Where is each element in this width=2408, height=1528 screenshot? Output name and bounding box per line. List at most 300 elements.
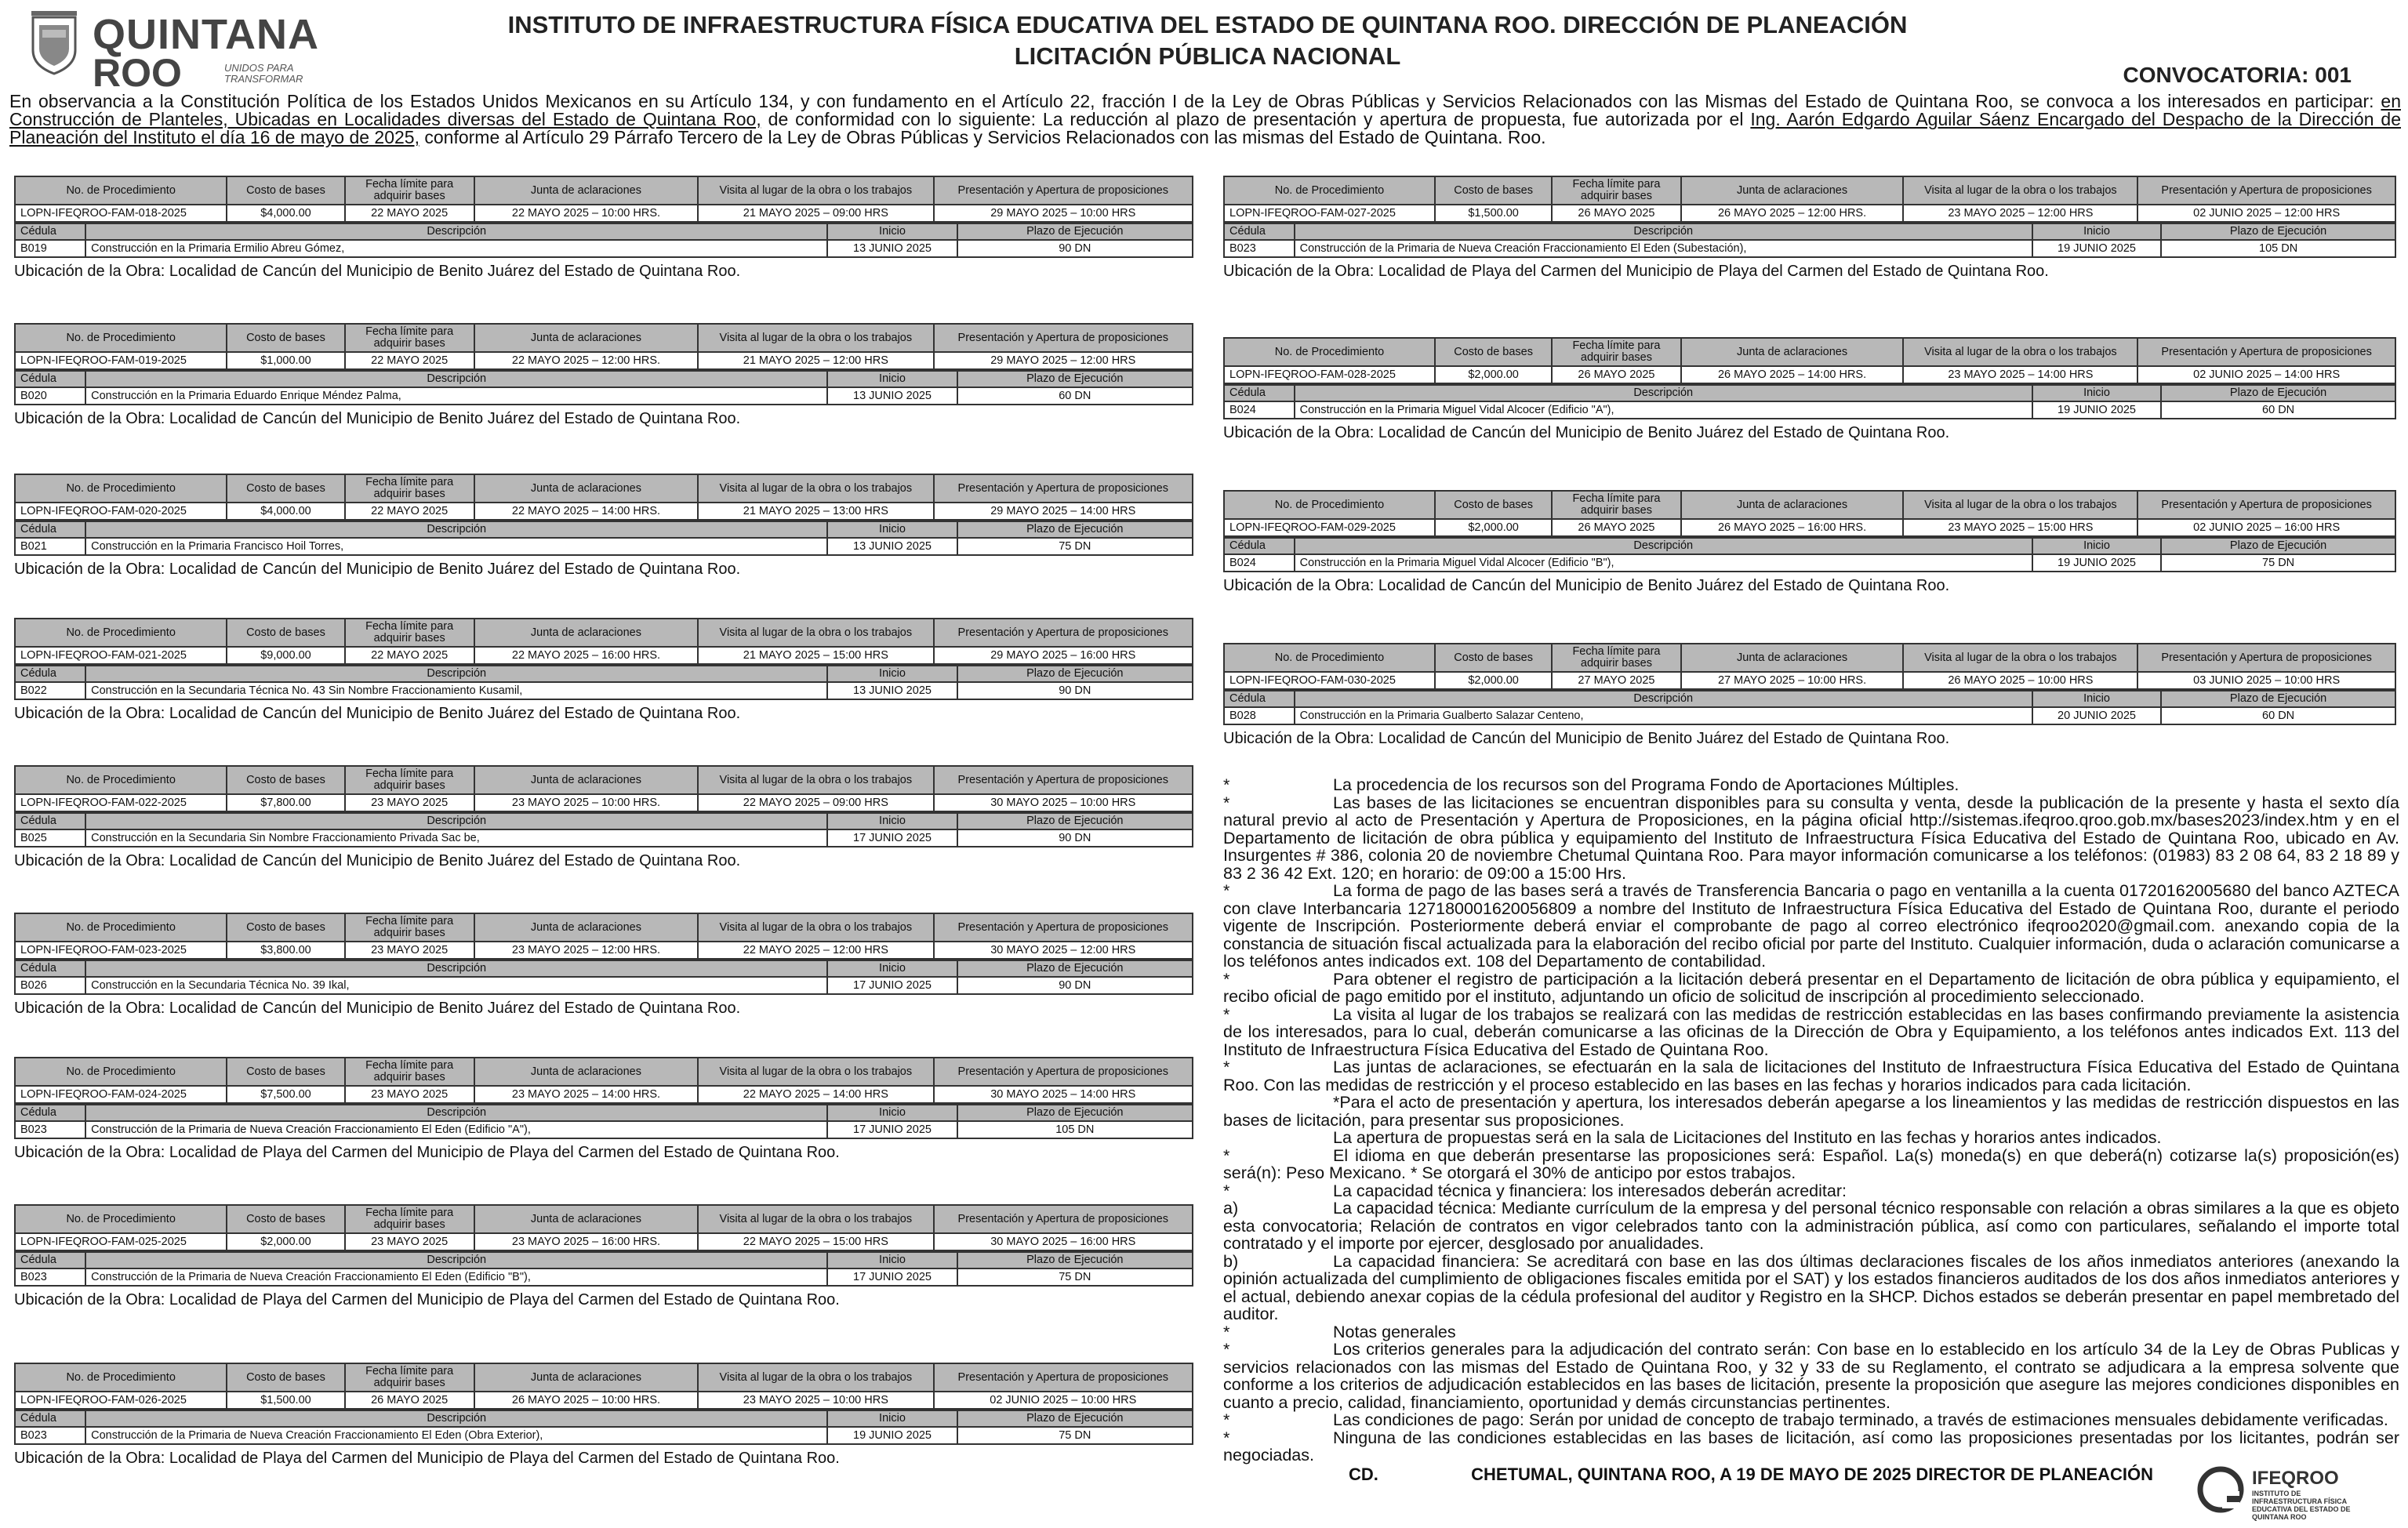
execution-term: 75 DN: [2161, 554, 2395, 572]
procedure-detail-table: [14, 665, 1193, 700]
header-presentacion: Presentación y Apertura de proposiciones: [934, 1205, 1193, 1233]
header-inicio: Inicio: [827, 960, 957, 977]
start-date: 17 JUNIO 2025: [827, 1121, 957, 1138]
start-date: 13 JUNIO 2025: [827, 682, 957, 699]
header-plazo: Plazo de Ejecución: [957, 1105, 1193, 1121]
header-inicio: Inicio: [827, 813, 957, 829]
footer-text: CHETUMAL, QUINTANA ROO, A 19 DE MAYO DE 2025 DIRECTOR DE PLANEACIÓN: [1471, 1464, 2154, 1484]
header-cedula: Cédula: [15, 1252, 85, 1268]
header-cedula: Cédula: [15, 960, 85, 977]
header-visita: Visita al lugar de la obra o los trabajos: [698, 176, 933, 205]
presentacion-date: 02 JUNIO 2025 – 12:00 HRS: [2137, 205, 2395, 222]
start-date: 19 JUNIO 2025: [2032, 401, 2161, 419]
header-visita: Visita al lugar de la obra o los trabajos: [1903, 491, 2137, 519]
start-date: 20 JUNIO 2025: [2032, 707, 2161, 724]
procedure-table: [1223, 337, 2396, 384]
note-text: Para obtener el registro de participación a la licitación deberá presentar en el Departamento de licitación de obra pública y equipamiento, el recibo oficial de pago emitido por el instituto, adjuntando un oficio de solicitud de inscripción al procedimiento seleccionado.: [1223, 969, 2399, 1006]
header-no-procedimiento: No. de Procedimiento: [1224, 644, 1435, 672]
page-header: [0, 0, 2408, 102]
work-description: Construcción de la Primaria de Nueva Creación Fraccionamiento El Eden (Obra Exterior),: [85, 1427, 827, 1444]
header-plazo: Plazo de Ejecución: [957, 1252, 1193, 1268]
deadline-date: 22 MAYO 2025: [345, 503, 474, 520]
intro-part4: Ing. Aarón Edgardo Aguilar Sáenz Encargado del Despacho de la Dirección de Planeación del Instituto el día 16 de mayo de 2025,: [9, 109, 2402, 147]
start-date: 19 JUNIO 2025: [2032, 554, 2161, 572]
deadline-date: 23 MAYO 2025: [345, 1086, 474, 1103]
header-junta: Junta de aclaraciones: [474, 1205, 698, 1233]
procedure-table: [14, 1204, 1193, 1251]
execution-term: 90 DN: [957, 240, 1193, 257]
visita-date: 23 MAYO 2025 – 10:00 HRS: [698, 1392, 933, 1409]
note-text: La capacidad financiera: Se acreditará con base en las dos últimas declaraciones fiscales de los años inmediatos anteriores (anexando la opinión actualizada del cumplimiento de obligaciones fiscales emitida por el SAT) y los estados financieros auditados de los dos años inmediatos anteriores y el actual, debiendo anexar copias de la cédula profesional del auditor y Registro en la SHCP. Dichos estados se deberán presentar en papel membretado del auditor.: [1223, 1251, 2399, 1323]
presentacion-date: 30 MAYO 2025 – 14:00 HRS: [934, 1086, 1193, 1103]
junta-date: 26 MAYO 2025 – 14:00 HRS.: [1681, 366, 1904, 383]
header-descripcion: Descripción: [1295, 691, 2032, 707]
work-location: Ubicación de la Obra: Localidad de Cancún del Municipio de Benito Juárez del Estado de Quintana Roo.: [14, 852, 741, 869]
cedula-code: B028: [1224, 707, 1295, 724]
header-costo-bases: Costo de bases: [1435, 176, 1552, 205]
header-cedula: Cédula: [15, 223, 85, 240]
cedula-code: B023: [15, 1427, 85, 1444]
header-plazo: Plazo de Ejecución: [957, 223, 1193, 240]
header-visita: Visita al lugar de la obra o los trabajos: [1903, 644, 2137, 672]
junta-date: 23 MAYO 2025 – 14:00 HRS.: [474, 1086, 698, 1103]
procedure-detail-table: [14, 812, 1193, 847]
procedure-number: LOPN-IFEQROO-FAM-024-2025: [15, 1086, 227, 1103]
note-item: [1223, 1411, 2399, 1429]
procedure-number: LOPN-IFEQROO-FAM-028-2025: [1224, 366, 1435, 383]
note-marker: *: [1223, 793, 1230, 812]
note-text: La capacidad técnica y financiera: los interesados deberán acreditar:: [1333, 1181, 1847, 1200]
header-presentacion: Presentación y Apertura de proposiciones: [2137, 491, 2395, 519]
header-cedula: Cédula: [1224, 538, 1295, 554]
brand-tagline: UNIDOS PARA TRANSFORMAR: [224, 62, 303, 85]
work-description: Construcción en la Primaria Ermilio Abreu Gómez,: [85, 240, 827, 257]
work-description: Construcción en la Secundaria Sin Nombre Fraccionamiento Privada Sac be,: [85, 829, 827, 847]
note-text: Las bases de las licitaciones se encuentran disponibles para su consulta y venta, desde la publicación de la presente y hasta el sexto día natural previo al acto de Presentación y Apertura de Proposiciones, en la página oficial http://sistemas.ifeqroo.qroo.gob.mx/bases2023/index.htm y en el Departamento de licitación de obra pública y equipamiento del Instituto de Infraestructura Física Educativa del Estado de Quintana Roo, ubicado en Av. Insurgentes # 386, colonia 20 de noviembre Chetumal Quintana Roo. Para mayor información comunicarse a los teléfonos: (01983) 83 2 08 64, 83 2 18 89 y 83 2 36 42 Ext. 120; en horario: de 09:00 a 15:00 Hrs.: [1223, 793, 2399, 883]
procedure-detail-table: [14, 521, 1193, 556]
procedure-block: [14, 323, 1193, 428]
execution-term: 105 DN: [2161, 240, 2395, 257]
procedure-number: LOPN-IFEQROO-FAM-019-2025: [15, 352, 227, 369]
cedula-code: B021: [15, 538, 85, 555]
procedure-detail-table: [1223, 690, 2396, 725]
header-descripcion: Descripción: [85, 371, 827, 387]
start-date: 13 JUNIO 2025: [827, 240, 957, 257]
deadline-date: 23 MAYO 2025: [345, 942, 474, 959]
presentacion-date: 03 JUNIO 2025 – 10:00 HRS: [2137, 672, 2395, 689]
junta-date: 22 MAYO 2025 – 16:00 HRS.: [474, 647, 698, 664]
presentacion-date: 29 MAYO 2025 – 10:00 HRS: [934, 205, 1193, 222]
procedure-detail-table: [1223, 384, 2396, 419]
deadline-date: 26 MAYO 2025: [345, 1392, 474, 1409]
header-junta: Junta de aclaraciones: [1681, 644, 1904, 672]
bases-cost: $7,500.00: [227, 1086, 344, 1103]
ifeqroo-name: IFEQROO: [2252, 1468, 2339, 1489]
header-fecha-limite: Fecha límite para adquirir bases: [345, 766, 474, 794]
note-text: Notas generales: [1333, 1322, 1456, 1341]
presentacion-date: 30 MAYO 2025 – 10:00 HRS: [934, 794, 1193, 811]
header-cedula: Cédula: [15, 813, 85, 829]
note-text: La apertura de propuestas será en la sala de Licitaciones del Instituto en las fechas y horarios antes indicados.: [1333, 1128, 2162, 1147]
convocatoria-number: CONVOCATORIA: 001: [2123, 63, 2352, 87]
header-visita: Visita al lugar de la obra o los trabajos: [698, 1205, 933, 1233]
header-plazo: Plazo de Ejecución: [2161, 223, 2395, 240]
cedula-code: B024: [1224, 401, 1295, 419]
presentacion-date: 02 JUNIO 2025 – 14:00 HRS: [2137, 366, 2395, 383]
bases-cost: $2,000.00: [227, 1233, 344, 1250]
procedure-detail-table: [1223, 537, 2396, 572]
work-location: Ubicación de la Obra: Localidad de Cancún del Municipio de Benito Juárez del Estado de Quintana Roo.: [14, 561, 741, 578]
header-fecha-limite: Fecha límite para adquirir bases: [345, 913, 474, 942]
deadline-date: 22 MAYO 2025: [345, 352, 474, 369]
junta-date: 22 MAYO 2025 – 14:00 HRS.: [474, 503, 698, 520]
header-inicio: Inicio: [827, 1105, 957, 1121]
procedure-table: [14, 176, 1193, 223]
start-date: 13 JUNIO 2025: [827, 387, 957, 405]
start-date: 17 JUNIO 2025: [827, 977, 957, 994]
header-visita: Visita al lugar de la obra o los trabajos: [698, 324, 933, 352]
header-descripcion: Descripción: [85, 813, 827, 829]
note-marker: a): [1223, 1199, 1239, 1218]
intro-part2: en Construcción de Planteles, Ubicadas en Localidades diversas del Estado de Quintana Roo,: [9, 91, 2401, 129]
start-date: 17 JUNIO 2025: [827, 829, 957, 847]
deadline-date: 27 MAYO 2025: [1552, 672, 1680, 689]
header-no-procedimiento: No. de Procedimiento: [15, 1058, 227, 1086]
header-costo-bases: Costo de bases: [227, 1205, 344, 1233]
presentacion-date: 30 MAYO 2025 – 12:00 HRS: [934, 942, 1193, 959]
header-presentacion: Presentación y Apertura de proposiciones: [934, 913, 1193, 942]
cedula-code: B023: [15, 1268, 85, 1286]
note-item: [1223, 1429, 2399, 1464]
presentacion-date: 29 MAYO 2025 – 14:00 HRS: [934, 503, 1193, 520]
work-location: Ubicación de la Obra: Localidad de Cancún del Municipio de Benito Juárez del Estado de Quintana Roo.: [1223, 577, 1950, 594]
header-fecha-limite: Fecha límite para adquirir bases: [345, 1205, 474, 1233]
work-description: Construcción de la Primaria de Nueva Creación Fraccionamiento El Eden (Edificio "A"),: [85, 1121, 827, 1138]
bases-cost: $7,800.00: [227, 794, 344, 811]
header-plazo: Plazo de Ejecución: [957, 1410, 1193, 1427]
header-plazo: Plazo de Ejecución: [2161, 385, 2395, 401]
header-costo-bases: Costo de bases: [1435, 491, 1552, 519]
header-descripcion: Descripción: [85, 1105, 827, 1121]
header-cedula: Cédula: [15, 371, 85, 387]
bases-cost: $2,000.00: [1435, 366, 1552, 383]
work-location: Ubicación de la Obra: Localidad de Playa del Carmen del Municipio de Playa del Carmen del Estado de Quintana Roo.: [1223, 263, 2049, 280]
header-no-procedimiento: No. de Procedimiento: [15, 1363, 227, 1392]
procedure-block: [14, 1363, 1193, 1468]
header-costo-bases: Costo de bases: [227, 474, 344, 503]
header-descripcion: Descripción: [1295, 223, 2032, 240]
header-no-procedimiento: No. de Procedimiento: [15, 1205, 227, 1233]
deadline-date: 26 MAYO 2025: [1552, 519, 1680, 536]
header-presentacion: Presentación y Apertura de proposiciones: [934, 766, 1193, 794]
ifeqroo-subtitle: INSTITUTO DE INFRAESTRUCTURA FÍSICA EDUCATIVA DEL ESTADO DE QUINTANA ROO: [2252, 1490, 2351, 1521]
note-item: [1223, 776, 2399, 794]
header-descripcion: Descripción: [85, 521, 827, 538]
junta-date: 23 MAYO 2025 – 10:00 HRS.: [474, 794, 698, 811]
state-seal-logo: [27, 9, 82, 80]
header-descripcion: Descripción: [85, 666, 827, 682]
procedure-number: LOPN-IFEQROO-FAM-021-2025: [15, 647, 227, 664]
note-marker: *: [1223, 1181, 1230, 1200]
header-plazo: Plazo de Ejecución: [957, 666, 1193, 682]
execution-term: 105 DN: [957, 1121, 1193, 1138]
header-costo-bases: Costo de bases: [227, 324, 344, 352]
note-marker: *: [1223, 1145, 1230, 1165]
header-fecha-limite: Fecha límite para adquirir bases: [345, 176, 474, 205]
execution-term: 60 DN: [957, 387, 1193, 405]
deadline-date: 26 MAYO 2025: [1552, 366, 1680, 383]
work-description: Construcción en la Secundaria Técnica No. 39 Ikal,: [85, 977, 827, 994]
note-marker: b): [1223, 1251, 1239, 1271]
visita-date: 21 MAYO 2025 – 15:00 HRS: [698, 647, 933, 664]
work-location: Ubicación de la Obra: Localidad de Cancún del Municipio de Benito Juárez del Estado de Quintana Roo.: [1223, 424, 1950, 441]
header-no-procedimiento: No. de Procedimiento: [15, 324, 227, 352]
visita-date: 21 MAYO 2025 – 09:00 HRS: [698, 205, 933, 222]
note-item: [1223, 1200, 2399, 1253]
procedure-detail-table: [14, 370, 1193, 405]
header-junta: Junta de aclaraciones: [474, 324, 698, 352]
procedure-number: LOPN-IFEQROO-FAM-018-2025: [15, 205, 227, 222]
execution-term: 75 DN: [957, 538, 1193, 555]
note-marker: *: [1223, 1340, 1230, 1359]
header-junta: Junta de aclaraciones: [1681, 176, 1904, 205]
header-cedula: Cédula: [1224, 691, 1295, 707]
execution-term: 90 DN: [957, 977, 1193, 994]
work-description: Construcción en la Primaria Gualberto Salazar Centeno,: [1295, 707, 2032, 724]
procedure-block: [1223, 643, 2396, 748]
cedula-code: B023: [15, 1121, 85, 1138]
procedure-number: LOPN-IFEQROO-FAM-026-2025: [15, 1392, 227, 1409]
header-descripcion: Descripción: [85, 223, 827, 240]
header-inicio: Inicio: [2032, 223, 2161, 240]
junta-date: 26 MAYO 2025 – 16:00 HRS.: [1681, 519, 1904, 536]
procedure-table: [1223, 176, 2396, 223]
junta-date: 27 MAYO 2025 – 10:00 HRS.: [1681, 672, 1904, 689]
junta-date: 23 MAYO 2025 – 12:00 HRS.: [474, 942, 698, 959]
bases-cost: $1,500.00: [1435, 205, 1552, 222]
note-item: [1223, 1147, 2399, 1182]
presentacion-date: 30 MAYO 2025 – 16:00 HRS: [934, 1233, 1193, 1250]
procedure-table: [14, 474, 1193, 521]
procedure-table: [14, 323, 1193, 370]
note-text: La procedencia de los recursos son del Programa Fondo de Aportaciones Múltiples.: [1333, 775, 1959, 794]
header-costo-bases: Costo de bases: [227, 913, 344, 942]
header-no-procedimiento: No. de Procedimiento: [15, 766, 227, 794]
header-cedula: Cédula: [15, 521, 85, 538]
deadline-date: 22 MAYO 2025: [345, 205, 474, 222]
visita-date: 22 MAYO 2025 – 14:00 HRS: [698, 1086, 933, 1103]
note-text: *Para el acto de presentación y apertura, los interesados deberán apegarse a los lineamientos y las medidas de restricción dispuestos en las bases de licitación, para presentar sus proposiciones.: [1223, 1093, 2399, 1130]
note-item: [1223, 971, 2399, 1006]
work-description: Construcción en la Primaria Miguel Vidal Alcocer (Edificio "A"),: [1295, 401, 2032, 419]
deadline-date: 23 MAYO 2025: [345, 794, 474, 811]
work-description: Construcción en la Primaria Miguel Vidal Alcocer (Edificio "B"),: [1295, 554, 2032, 572]
procedure-detail-table: [14, 1251, 1193, 1287]
work-location: Ubicación de la Obra: Localidad de Cancún del Municipio de Benito Juárez del Estado de Quintana Roo.: [14, 705, 741, 722]
presentacion-date: 02 JUNIO 2025 – 16:00 HRS: [2137, 519, 2395, 536]
procedure-table: [14, 913, 1193, 960]
header-descripcion: Descripción: [1295, 538, 2032, 554]
header-inicio: Inicio: [827, 1410, 957, 1427]
procedure-number: LOPN-IFEQROO-FAM-029-2025: [1224, 519, 1435, 536]
header-junta: Junta de aclaraciones: [1681, 491, 1904, 519]
note-marker: *: [1223, 775, 1230, 794]
visita-date: 23 MAYO 2025 – 14:00 HRS: [1903, 366, 2137, 383]
procedure-table: [1223, 643, 2396, 690]
work-description: Construcción de la Primaria de Nueva Creación Fraccionamiento El Eden (Edificio "B"),: [85, 1268, 827, 1286]
header-presentacion: Presentación y Apertura de proposiciones: [2137, 176, 2395, 205]
header-visita: Visita al lugar de la obra o los trabajos: [1903, 338, 2137, 366]
note-item: [1223, 1006, 2399, 1059]
procedure-detail-table: [1223, 223, 2396, 258]
procedure-block: [14, 1057, 1193, 1162]
header-visita: Visita al lugar de la obra o los trabajos: [698, 474, 933, 503]
procedure-number: LOPN-IFEQROO-FAM-023-2025: [15, 942, 227, 959]
presentacion-date: 02 JUNIO 2025 – 10:00 HRS: [934, 1392, 1193, 1409]
deadline-date: 23 MAYO 2025: [345, 1233, 474, 1250]
note-text: La capacidad técnica: Mediante currículum de la empresa y del personal técnico responsable con relación a obras similares a la que es objeto esta convocatoria; Relación de contratos en vigor celebrados tanto con la administración pública, así como con particulares, señalando el importe total contratado y el importe por ejercer, desglosado por anualidades.: [1223, 1199, 2399, 1253]
note-item: [1223, 1094, 2399, 1129]
header-fecha-limite: Fecha límite para adquirir bases: [1552, 338, 1680, 366]
procedure-block: [1223, 490, 2396, 595]
note-item: [1223, 1341, 2399, 1411]
execution-term: 75 DN: [957, 1268, 1193, 1286]
deadline-date: 22 MAYO 2025: [345, 647, 474, 664]
presentacion-date: 29 MAYO 2025 – 16:00 HRS: [934, 647, 1193, 664]
start-date: 17 JUNIO 2025: [827, 1268, 957, 1286]
procedure-table: [14, 765, 1193, 812]
header-fecha-limite: Fecha límite para adquirir bases: [345, 619, 474, 647]
work-location: Ubicación de la Obra: Localidad de Cancún del Municipio de Benito Juárez del Estado de Quintana Roo.: [14, 410, 741, 427]
presentacion-date: 29 MAYO 2025 – 12:00 HRS: [934, 352, 1193, 369]
execution-term: 75 DN: [957, 1427, 1193, 1444]
bases-cost: $9,000.00: [227, 647, 344, 664]
junta-date: 26 MAYO 2025 – 12:00 HRS.: [1681, 205, 1904, 222]
header-inicio: Inicio: [827, 371, 957, 387]
header-no-procedimiento: No. de Procedimiento: [1224, 176, 1435, 205]
header-descripcion: Descripción: [85, 960, 827, 977]
start-date: 19 JUNIO 2025: [2032, 240, 2161, 257]
header-descripcion: Descripción: [85, 1410, 827, 1427]
procedure-block: [14, 1204, 1193, 1309]
note-item: [1223, 1058, 2399, 1094]
header-inicio: Inicio: [2032, 538, 2161, 554]
junta-date: 22 MAYO 2025 – 10:00 HRS.: [474, 205, 698, 222]
header-cedula: Cédula: [15, 1410, 85, 1427]
header-visita: Visita al lugar de la obra o los trabajos: [698, 1058, 933, 1086]
work-location: Ubicación de la Obra: Localidad de Cancún del Municipio de Benito Juárez del Estado de Quintana Roo.: [1223, 730, 1950, 747]
header-presentacion: Presentación y Apertura de proposiciones: [934, 324, 1193, 352]
general-notes: [1223, 776, 2399, 1464]
header-plazo: Plazo de Ejecución: [2161, 538, 2395, 554]
cedula-code: B019: [15, 240, 85, 257]
note-text: La forma de pago de las bases será a través de Transferencia Bancaria o pago en ventanilla a la cuenta 01720162005680 del banco AZTECA con clave Interbancaria 127180001620056809 a nombre del Instituto de Infraestructura Física Educativa del Estado de Quintana Roo, durante el periodo vigente de Inscripción. Posteriormente deberá enviar el comprobante de pago al correo electrónico ifeqroo2020@gmail.com. anexando copia de la constancia de situación fiscal actualizada para la elaboración del recibo oficial por parte del Instituto. Cualquier información, duda o aclaración comunicarse a los teléfonos antes indicados ext. 108 del Departamento de contabilidad.: [1223, 881, 2399, 971]
header-plazo: Plazo de Ejecución: [957, 813, 1193, 829]
header-fecha-limite: Fecha límite para adquirir bases: [1552, 491, 1680, 519]
junta-date: 22 MAYO 2025 – 12:00 HRS.: [474, 352, 698, 369]
execution-term: 60 DN: [2161, 401, 2395, 419]
header-descripcion: Descripción: [85, 1252, 827, 1268]
header-presentacion: Presentación y Apertura de proposiciones: [934, 1363, 1193, 1392]
execution-term: 90 DN: [957, 829, 1193, 847]
procedure-table: [14, 618, 1193, 665]
procedure-number: LOPN-IFEQROO-FAM-022-2025: [15, 794, 227, 811]
header-cedula: Cédula: [15, 1105, 85, 1121]
procedure-number: LOPN-IFEQROO-FAM-020-2025: [15, 503, 227, 520]
header-junta: Junta de aclaraciones: [474, 176, 698, 205]
header-no-procedimiento: No. de Procedimiento: [15, 474, 227, 503]
header-costo-bases: Costo de bases: [227, 176, 344, 205]
procedure-block: [14, 765, 1193, 870]
brand-quintana: QUINTANA: [93, 11, 319, 58]
note-text: Ninguna de las condiciones establecidas en las bases de licitación, así como las proposiciones presentadas por los licitantes, podrán ser negociadas.: [1223, 1428, 2399, 1464]
work-description: Construcción en la Secundaria Técnica No. 43 Sin Nombre Fraccionamiento Kusamil,: [85, 682, 827, 699]
document-subtitle: LICITACIÓN PÚBLICA NACIONAL: [1014, 42, 1401, 70]
work-location: Ubicación de la Obra: Localidad de Playa del Carmen del Municipio de Playa del Carmen del Estado de Quintana Roo.: [14, 1291, 840, 1308]
header-inicio: Inicio: [2032, 385, 2161, 401]
procedure-table: [14, 1057, 1193, 1104]
bases-cost: $3,800.00: [227, 942, 344, 959]
intro-part1: En observancia a la Constitución Política de los Estados Unidos Mexicanos en su Artículo 134, y con fundamento en el Artículo 22, fracción I de la Ley de Obras Públicas y Servicios Relacionados con las Mismas del Estado de Quintana Roo, se convoca a los interesados en participar:: [9, 91, 2374, 111]
header-plazo: Plazo de Ejecución: [2161, 691, 2395, 707]
header-plazo: Plazo de Ejecución: [957, 371, 1193, 387]
start-date: 19 JUNIO 2025: [827, 1427, 957, 1444]
work-description: Construcción en la Primaria Francisco Hoil Torres,: [85, 538, 827, 555]
cedula-code: B022: [15, 682, 85, 699]
work-location: Ubicación de la Obra: Localidad de Cancún del Municipio de Benito Juárez del Estado de Quintana Roo.: [14, 1000, 741, 1017]
header-presentacion: Presentación y Apertura de proposiciones: [2137, 338, 2395, 366]
header-costo-bases: Costo de bases: [1435, 338, 1552, 366]
cedula-code: B020: [15, 387, 85, 405]
note-text: Los criterios generales para la adjudicación del contrato serán: Con base en lo establecido en los artículo 34 de la Ley de Obras Publicas y servicios relacionados con las mismas del Estado de Quintana Roo, y 32 y 33 de su Reglamento, el contrato se adjudicara a la empresa solvente que conforme a los criterios de adjudicación establecidos en las bases de licitación, presente la proposición que asegure las mejores condiciones disponibles en cuanto a precio, calidad, financiamiento, oportunidad y demás circunstancias pertinentes.: [1223, 1340, 2399, 1412]
header-fecha-limite: Fecha límite para adquirir bases: [345, 1363, 474, 1392]
header-visita: Visita al lugar de la obra o los trabajos: [1903, 176, 2137, 205]
note-marker: *: [1223, 1410, 1230, 1429]
header-no-procedimiento: No. de Procedimiento: [1224, 491, 1435, 519]
visita-date: 23 MAYO 2025 – 12:00 HRS: [1903, 205, 2137, 222]
header-costo-bases: Costo de bases: [227, 619, 344, 647]
note-text: Las condiciones de pago: Serán por unidad de concepto de trabajo terminado, a través de estimaciones mensuales debidamente verificadas.: [1333, 1410, 2388, 1429]
note-marker: *: [1223, 1058, 1230, 1076]
header-junta: Junta de aclaraciones: [474, 913, 698, 942]
visita-date: 22 MAYO 2025 – 15:00 HRS: [698, 1233, 933, 1250]
work-location: Ubicación de la Obra: Localidad de Playa del Carmen del Municipio de Playa del Carmen del Estado de Quintana Roo.: [14, 1144, 840, 1161]
procedure-detail-table: [14, 1104, 1193, 1139]
cedula-code: B023: [1224, 240, 1295, 257]
header-cedula: Cédula: [1224, 223, 1295, 240]
cedula-code: B024: [1224, 554, 1295, 572]
header-fecha-limite: Fecha límite para adquirir bases: [1552, 644, 1680, 672]
note-marker: *: [1223, 1004, 1230, 1024]
visita-date: 21 MAYO 2025 – 12:00 HRS: [698, 352, 933, 369]
header-presentacion: Presentación y Apertura de proposiciones: [2137, 644, 2395, 672]
document-title: INSTITUTO DE INFRAESTRUCTURA FÍSICA EDUCATIVA DEL ESTADO DE QUINTANA ROO. DIRECCIÓN DE PLANEACIÓN: [507, 11, 1908, 38]
header-junta: Junta de aclaraciones: [474, 766, 698, 794]
header-no-procedimiento: No. de Procedimiento: [15, 913, 227, 942]
procedure-detail-table: [14, 960, 1193, 995]
note-text: La visita al lugar de los trabajos se realizará con las medidas de restricción establecidas en las bases confirmando previamente la asistencia de los interesados, para lo cual, deberán comunicarse a las oficinas de la Dirección de Obra y Equipamiento, a los teléfonos antes indicados Ext. 113 del Instituto de Infraestructura Física Educativa del Estado de Quintana Roo.: [1223, 1004, 2399, 1059]
procedure-table: [14, 1363, 1193, 1410]
header-costo-bases: Costo de bases: [1435, 644, 1552, 672]
ifeqroo-emblem-icon: [2196, 1464, 2246, 1515]
execution-term: 60 DN: [2161, 707, 2395, 724]
work-description: Construcción de la Primaria de Nueva Creación Fraccionamiento El Eden (Subestación),: [1295, 240, 2032, 257]
note-marker: *: [1223, 881, 1230, 900]
header-junta: Junta de aclaraciones: [474, 619, 698, 647]
procedure-block: [14, 913, 1193, 1018]
note-item: [1223, 882, 2399, 971]
note-text: El idioma en que deberán presentarse las proposiciones será: Español. La(s) moneda(s) en que deberá(n) cotizarse la(s) proposición(es) será(n): Peso Mexicano. * Se otorgará el 30% de anticipo por estos trabajos.: [1223, 1145, 2399, 1182]
